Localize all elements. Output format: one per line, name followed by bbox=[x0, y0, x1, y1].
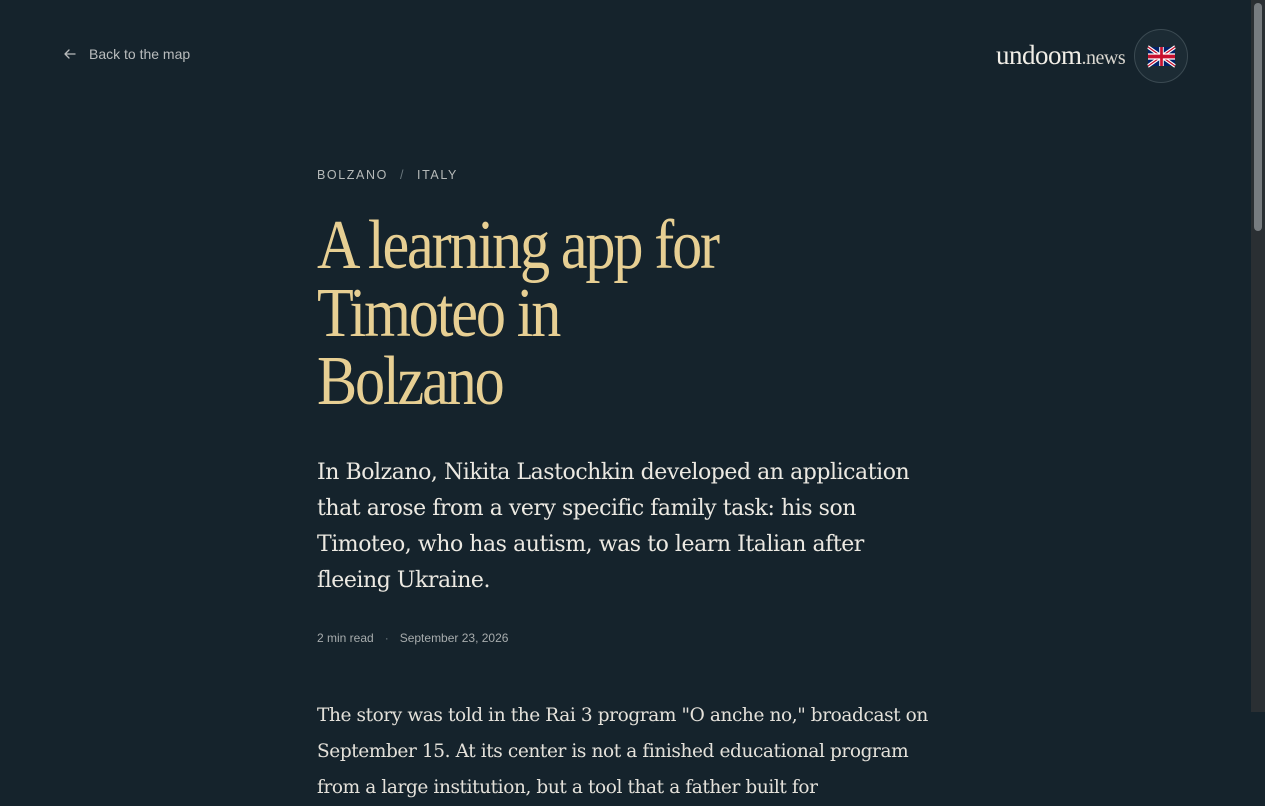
article-meta bbox=[317, 631, 942, 645]
read-time: 2 min read bbox=[317, 631, 374, 645]
scrollbar-thumb[interactable] bbox=[1254, 3, 1262, 231]
article-body-paragraph: The story was told in the Rai 3 program "O anche no," broadcast on September 15. At its center is not a finished educational program from a large institution, but a tool that a father built for bbox=[317, 705, 928, 798]
article-lede: In Bolzano, Nikita Lastochkin developed an application that arose from a very specific family task: his son Timoteo, who has autism, was to learn Italian after fleeing Ukraine. bbox=[317, 460, 910, 593]
back-to-map-link[interactable] bbox=[63, 46, 190, 62]
site-logo[interactable] bbox=[996, 40, 1125, 71]
back-link-label: Back to the map bbox=[89, 46, 191, 62]
vertical-scrollbar[interactable] bbox=[1251, 0, 1265, 712]
title-line-2: Timoteo in Bolzano bbox=[317, 275, 560, 420]
article-title bbox=[317, 207, 747, 420]
publish-date: September 23, 2026 bbox=[399, 631, 509, 645]
uk-flag-icon bbox=[1148, 47, 1175, 66]
breadcrumb bbox=[317, 168, 942, 182]
breadcrumb-country[interactable]: ITALY bbox=[417, 168, 458, 182]
language-switch-button[interactable] bbox=[1134, 29, 1188, 83]
arrow-left-icon bbox=[63, 47, 77, 61]
logo-main: undoom bbox=[996, 40, 1082, 70]
title-line-1: A learning app for bbox=[317, 207, 718, 284]
breadcrumb-city[interactable]: BOLZANO bbox=[317, 168, 388, 182]
meta-separator: · bbox=[384, 631, 389, 645]
logo-tld: .news bbox=[1081, 47, 1126, 69]
breadcrumb-separator: / bbox=[399, 168, 406, 182]
article bbox=[317, 168, 942, 806]
